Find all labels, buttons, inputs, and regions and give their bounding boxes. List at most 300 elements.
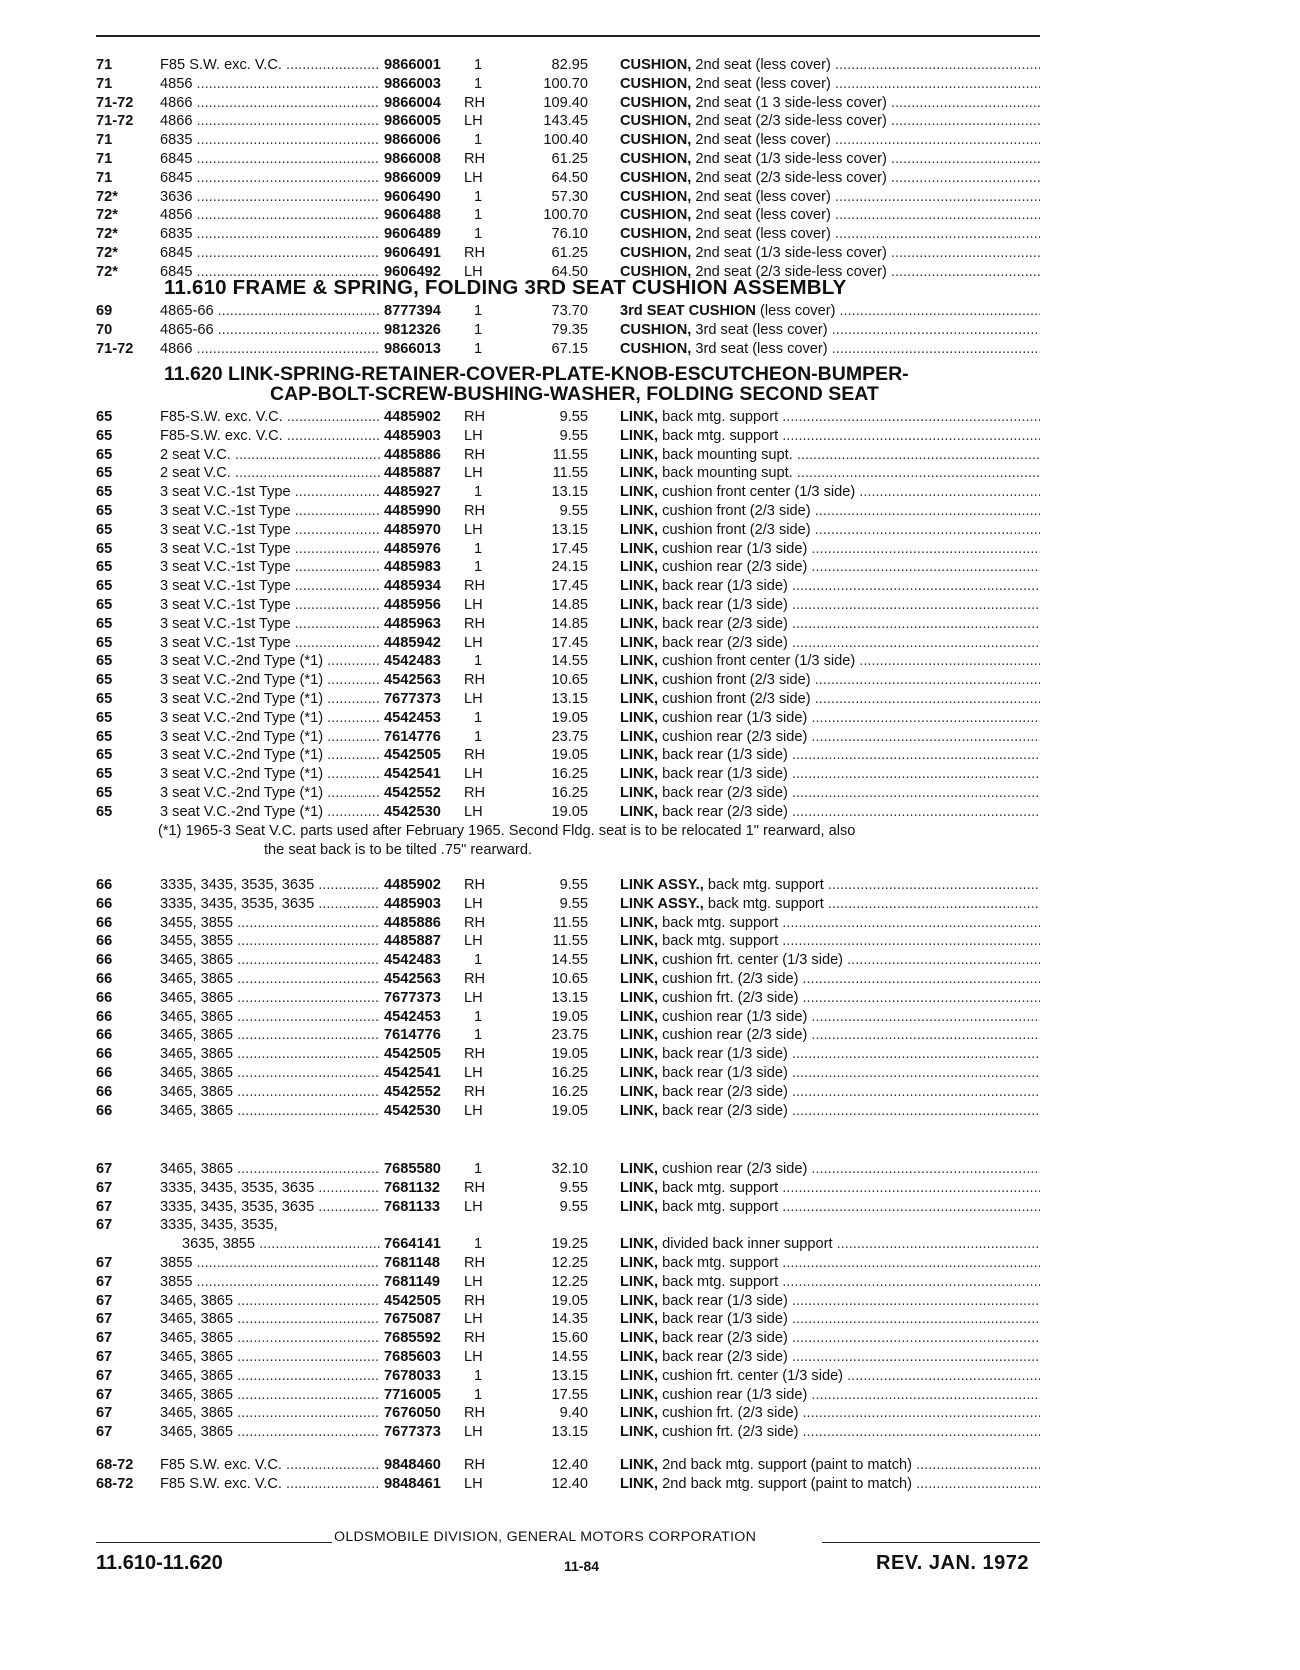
part-number-cell: 9866004 (384, 94, 441, 111)
description-cell (620, 577, 1040, 596)
heading-11-620-line2: CAP-BOLT-SCREW-BUSHING-WASHER, FOLDING SECOND SEAT (270, 383, 879, 405)
part-row (96, 94, 1056, 113)
part-number-cell: 7681149 (384, 1273, 441, 1290)
description-cell (620, 876, 1040, 895)
description-text: cushion rear (1/3 side) (658, 709, 808, 726)
description-cell (620, 340, 1040, 359)
model-cell: 4856 ..... (160, 206, 380, 225)
description-cell (620, 188, 1040, 207)
description-text: cushion front (2/3 side) (658, 502, 811, 519)
part-row (96, 321, 1056, 340)
part-row (96, 408, 1056, 427)
description-head: LINK, (620, 596, 659, 613)
part-row (96, 483, 1056, 502)
part-number-cell: 9866013 (384, 340, 441, 357)
year-cell: 67 (96, 1405, 113, 1422)
part-number-cell: 9866001 (384, 57, 441, 73)
part-number-cell: 4485983 (384, 559, 441, 576)
model-cell-line1: 3335, 3435, 3535, (160, 1217, 278, 1234)
description-head: LINK, (620, 1046, 659, 1063)
model-cell: 3 seat V.C.-2nd Type (*1) ..... (160, 728, 380, 747)
year-cell: 67 (96, 1386, 113, 1403)
description-text: back rear (2/3 side) (658, 615, 788, 632)
description-head: LINK, (620, 484, 659, 501)
part-row (96, 56, 1056, 75)
quantity-cell: LH (464, 1198, 483, 1215)
year-cell: 65 (96, 409, 113, 425)
quantity-cell: RH (464, 446, 486, 463)
year-cell: 66 (96, 933, 113, 950)
year-cell: 72* (96, 207, 118, 224)
year-cell: 67 (96, 1254, 113, 1271)
part-row (96, 112, 1056, 131)
quantity-cell: RH (464, 578, 486, 595)
description-text: back rear (2/3 side) (658, 803, 788, 820)
description-head: CUSHION, (620, 188, 692, 205)
quantity-cell: LH (464, 263, 483, 280)
description-head: LINK ASSY., (620, 877, 704, 893)
part-row (96, 895, 1056, 914)
model-cell: F85 S.W. exc. V.C. ..... (160, 1456, 380, 1475)
part-row (96, 577, 1056, 596)
part-row (96, 244, 1056, 263)
part-row (96, 1423, 1056, 1442)
part-row (96, 1273, 1056, 1292)
price-cell: 16.25 (551, 1083, 588, 1100)
description-cell (620, 1292, 1040, 1311)
model-cell: 3465, 3865 ..... (160, 989, 380, 1008)
quantity-cell: 1 (474, 57, 483, 73)
price-cell: 14.55 (551, 1348, 588, 1365)
year-cell: 66 (96, 952, 113, 969)
section-1966-links (96, 876, 1056, 1120)
part-row (96, 427, 1056, 446)
quantity-cell: 1 (474, 1236, 483, 1253)
model-cell: 3 seat V.C.-2nd Type (*1) ..... (160, 709, 380, 728)
section-1968-72-links (96, 1456, 1056, 1494)
model-cell: 6845 ..... (160, 169, 380, 188)
part-number-cell: 4542563 (384, 672, 441, 689)
part-number-cell: 4542505 (384, 1046, 441, 1063)
model-cell: 3 seat V.C.-2nd Type (*1) ..... (160, 690, 380, 709)
part-number-cell: 7614776 (384, 728, 441, 745)
part-number-cell: 7675087 (384, 1311, 441, 1328)
part-row (96, 1367, 1056, 1386)
quantity-cell: LH (464, 1064, 483, 1081)
model-cell: 6835 ..... (160, 225, 380, 244)
description-head: CUSHION, (620, 226, 692, 243)
description-text: back rear (1/3 side) (658, 578, 788, 595)
description-head: LINK, (620, 540, 659, 557)
model-cell: 3465, 3865 ..... (160, 1367, 380, 1386)
price-cell: 14.85 (551, 615, 588, 632)
part-row (96, 690, 1056, 709)
quantity-cell: RH (464, 672, 486, 689)
quantity-cell: LH (464, 895, 483, 912)
model-cell: 4865-66 ..... (160, 302, 380, 321)
model-cell: 4865-66 ..... (160, 321, 380, 340)
description-head: LINK, (620, 1198, 659, 1215)
year-cell: 65 (96, 766, 113, 783)
price-cell: 9.55 (559, 1179, 588, 1196)
description-head: LINK, (620, 914, 659, 931)
part-row (96, 1386, 1056, 1405)
description-head: LINK ASSY., (620, 895, 704, 912)
description-cell (620, 1235, 1040, 1254)
part-number-cell: 4485903 (384, 895, 441, 912)
quantity-cell: LH (464, 634, 483, 651)
quantity-cell: LH (464, 427, 483, 444)
year-cell: 66 (96, 1008, 113, 1025)
price-cell: 15.60 (551, 1330, 588, 1347)
description-text: back mtg. support (658, 1198, 779, 1215)
description-head: LINK, (620, 1254, 659, 1271)
year-cell: 67 (96, 1311, 113, 1328)
quantity-cell: LH (464, 1348, 483, 1365)
part-row (96, 671, 1056, 690)
part-row (96, 932, 1056, 951)
model-cell: 3 seat V.C.-2nd Type (*1) ..... (160, 746, 380, 765)
model-cell: 3855 ..... (160, 1254, 380, 1273)
part-number-cell: 9606490 (384, 188, 441, 205)
price-cell: 11.55 (552, 933, 588, 950)
model-cell: 3 seat V.C.-1st Type ..... (160, 502, 380, 521)
year-cell: 65 (96, 803, 113, 820)
part-row (96, 1026, 1056, 1045)
description-text: back mtg. support (658, 427, 779, 444)
price-cell: 16.25 (551, 766, 588, 783)
description-head: CUSHION, (620, 94, 692, 111)
quantity-cell: RH (464, 244, 486, 261)
price-cell: 11.55 (552, 465, 588, 482)
description-head: CUSHION, (620, 113, 692, 130)
quantity-cell: RH (464, 747, 486, 764)
part-row (96, 1235, 1056, 1254)
description-text: back mtg. support (658, 1254, 779, 1271)
part-number-cell: 4485886 (384, 914, 441, 931)
quantity-cell: LH (464, 1273, 483, 1290)
quantity-cell: RH (464, 1179, 486, 1196)
description-head: LINK, (620, 803, 659, 820)
description-cell (620, 1064, 1040, 1083)
model-cell: 3 seat V.C.-1st Type ..... (160, 558, 380, 577)
quantity-cell: 1 (474, 1161, 483, 1177)
model-cell: 3455, 3855 ..... (160, 932, 380, 951)
description-text: cushion rear (2/3 side) (658, 1161, 808, 1177)
year-cell: 67 (96, 1348, 113, 1365)
description-head: LINK, (620, 1424, 659, 1441)
description-head: LINK, (620, 1027, 659, 1044)
year-cell: 71 (96, 132, 113, 149)
price-cell: 64.50 (551, 169, 588, 186)
section-1965-links (96, 408, 1056, 822)
part-row-wrap-line1 (96, 1216, 1056, 1235)
description-cell (620, 1273, 1040, 1292)
description-text: back rear (1/3 side) (658, 1046, 788, 1063)
part-row (96, 1456, 1056, 1475)
price-cell: 19.05 (551, 709, 588, 726)
model-cell: 3 seat V.C.-1st Type ..... (160, 483, 380, 502)
description-text: 2nd back mtg. support (paint to match) (658, 1457, 913, 1473)
description-text: divided back inner support (658, 1236, 833, 1253)
model-cell: 3465, 3865 ..... (160, 1292, 380, 1311)
description-text: back mtg. support (658, 933, 779, 950)
description-cell (620, 56, 1040, 75)
part-number-cell: 4485887 (384, 465, 441, 482)
description-cell (620, 690, 1040, 709)
part-row (96, 206, 1056, 225)
year-cell: 66 (96, 1027, 113, 1044)
part-row (96, 540, 1056, 559)
description-cell (620, 1102, 1040, 1121)
model-cell: 3455, 3855 ..... (160, 914, 380, 933)
quantity-cell: 1 (474, 303, 483, 319)
description-text: back rear (2/3 side) (658, 1330, 788, 1347)
quantity-cell: RH (464, 914, 486, 931)
description-cell (620, 502, 1040, 521)
description-text: cushion front (2/3 side) (658, 672, 811, 689)
model-cell: 6845 ..... (160, 244, 380, 263)
quantity-cell: RH (464, 1330, 486, 1347)
description-head: LINK, (620, 1179, 659, 1196)
year-cell: 66 (96, 970, 113, 987)
description-cell (620, 558, 1040, 577)
model-cell: 3335, 3435, 3535, 3635 ..... (160, 1179, 380, 1198)
model-cell: 3335, 3435, 3535, 3635 ..... (160, 1198, 380, 1217)
part-row (96, 652, 1056, 671)
description-cell (620, 1475, 1040, 1494)
year-cell: 65 (96, 521, 113, 538)
description-text: cushion frt. (2/3 side) (658, 989, 799, 1006)
model-cell: 6845 ..... (160, 150, 380, 169)
price-cell: 12.25 (551, 1254, 588, 1271)
part-row (96, 150, 1056, 169)
description-cell (620, 615, 1040, 634)
quantity-cell: LH (464, 1311, 483, 1328)
description-head: LINK, (620, 615, 659, 632)
quantity-cell: RH (464, 1292, 486, 1309)
part-number-cell: 9812326 (384, 321, 441, 338)
description-text: cushion frt. (2/3 side) (658, 970, 799, 987)
model-cell-line2: 3635, 3855 ..... (182, 1235, 380, 1254)
description-cell (620, 321, 1040, 340)
description-cell (620, 728, 1040, 747)
description-head: CUSHION, (620, 57, 692, 73)
part-number-cell: 7677373 (384, 690, 441, 707)
description-cell (620, 709, 1040, 728)
description-cell (620, 483, 1040, 502)
price-cell: 100.40 (543, 132, 588, 149)
description-text: cushion frt. (2/3 side) (658, 1424, 799, 1441)
part-row (96, 765, 1056, 784)
part-number-cell: 4542483 (384, 952, 441, 969)
description-head: LINK, (620, 1311, 659, 1328)
description-cell (620, 206, 1040, 225)
part-row (96, 596, 1056, 615)
part-row (96, 1064, 1056, 1083)
description-head: CUSHION, (620, 207, 692, 224)
model-cell: 3 seat V.C.-1st Type ..... (160, 596, 380, 615)
model-cell: 3465, 3865 ..... (160, 951, 380, 970)
price-cell: 14.55 (551, 653, 588, 670)
year-cell: 72* (96, 263, 118, 280)
description-text: 2nd seat (2/3 side-less cover) (691, 113, 887, 130)
description-head: LINK, (620, 1161, 659, 1177)
description-text: back rear (2/3 side) (658, 1083, 788, 1100)
description-cell (620, 1329, 1040, 1348)
description-head: LINK, (620, 1083, 659, 1100)
part-number-cell: 7685580 (384, 1161, 441, 1177)
description-head: LINK, (620, 409, 659, 425)
heading-11-610: 11.610 FRAME & SPRING, FOLDING 3RD SEAT CUSHION ASSEMBLY (164, 276, 847, 299)
model-cell: 3465, 3865 ..... (160, 1102, 380, 1121)
price-cell: 19.25 (551, 1236, 588, 1253)
section-1967-links (96, 1160, 1056, 1442)
part-row (96, 131, 1056, 150)
description-cell (620, 1198, 1040, 1217)
part-number-cell: 4485903 (384, 427, 441, 444)
description-text: cushion front (2/3 side) (658, 690, 811, 707)
description-cell (620, 1386, 1040, 1405)
quantity-cell: RH (464, 94, 486, 111)
description-head: LINK, (620, 747, 659, 764)
description-text: back rear (2/3 side) (658, 634, 788, 651)
year-cell: 66 (96, 914, 113, 931)
part-row (96, 746, 1056, 765)
year-cell: 68-72 (96, 1457, 134, 1473)
part-row (96, 728, 1056, 747)
quantity-cell: LH (464, 690, 483, 707)
quantity-cell: LH (464, 1475, 483, 1492)
price-cell: 76.10 (551, 226, 588, 243)
year-cell: 65 (96, 709, 113, 726)
description-cell (620, 94, 1040, 113)
year-cell: 71-72 (96, 113, 134, 130)
price-cell: 9.55 (559, 895, 588, 912)
quantity-cell: RH (464, 784, 486, 801)
model-cell: 3 seat V.C.-1st Type ..... (160, 521, 380, 540)
description-head: LINK, (620, 634, 659, 651)
year-cell: 65 (96, 427, 113, 444)
model-cell: 3 seat V.C.-1st Type ..... (160, 615, 380, 634)
price-cell: 19.05 (551, 803, 588, 820)
model-cell: 3465, 3865 ..... (160, 1045, 380, 1064)
description-text: 2nd seat (2/3 side-less cover) (691, 263, 887, 280)
part-row (96, 876, 1056, 895)
part-number-cell: 4485934 (384, 578, 441, 595)
price-cell: 73.70 (551, 303, 588, 319)
description-text: 3rd seat (less cover) (691, 321, 828, 338)
part-row (96, 340, 1056, 359)
description-cell (620, 1423, 1040, 1442)
part-number-cell: 9848460 (384, 1457, 441, 1473)
description-head: LINK, (620, 952, 659, 969)
price-cell: 17.45 (551, 634, 588, 651)
description-text: 2nd seat (less cover) (691, 57, 831, 73)
quantity-cell: RH (464, 409, 486, 425)
model-cell: 3465, 3865 ..... (160, 1008, 380, 1027)
part-number-cell: 4542552 (384, 1083, 441, 1100)
description-cell (620, 408, 1040, 427)
quantity-cell: 1 (474, 1027, 483, 1044)
footer-rule-left (96, 1542, 332, 1543)
model-cell: 3465, 3865 ..... (160, 1026, 380, 1045)
description-cell (620, 1348, 1040, 1367)
year-cell: 65 (96, 690, 113, 707)
description-cell (620, 112, 1040, 131)
top-rule (96, 35, 1040, 37)
quantity-cell: 1 (474, 559, 483, 576)
description-cell (620, 634, 1040, 653)
description-cell (620, 1160, 1040, 1179)
price-cell: 14.85 (551, 596, 588, 613)
price-cell: 12.25 (551, 1273, 588, 1290)
description-text: cushion front center (1/3 side) (658, 653, 856, 670)
part-number-cell: 7676050 (384, 1405, 441, 1422)
quantity-cell: 1 (474, 1008, 483, 1025)
price-cell: 14.35 (551, 1311, 588, 1328)
part-row (96, 914, 1056, 933)
description-head: LINK, (620, 427, 659, 444)
part-number-cell: 4485902 (384, 877, 441, 893)
model-cell: F85-S.W. exc. V.C. ..... (160, 427, 380, 446)
description-cell (620, 1254, 1040, 1273)
model-cell: 3465, 3865 ..... (160, 1160, 380, 1179)
price-cell: 109.40 (543, 94, 588, 111)
description-text: back mtg. support (703, 895, 824, 912)
description-cell (620, 596, 1040, 615)
description-head: LINK, (620, 559, 659, 576)
description-head: LINK, (620, 446, 659, 463)
description-head: LINK, (620, 1348, 659, 1365)
description-head: LINK, (620, 1236, 659, 1253)
part-row (96, 951, 1056, 970)
model-cell: 3465, 3865 ..... (160, 970, 380, 989)
model-cell: 3465, 3865 ..... (160, 1083, 380, 1102)
description-cell (620, 1367, 1040, 1386)
price-cell: 82.95 (551, 57, 588, 73)
year-cell: 65 (96, 728, 113, 745)
part-number-cell: 7677373 (384, 989, 441, 1006)
year-cell: 71-72 (96, 94, 134, 111)
model-cell: 4866 ..... (160, 340, 380, 359)
description-cell (620, 521, 1040, 540)
description-cell (620, 75, 1040, 94)
quantity-cell: RH (464, 1254, 486, 1271)
description-head: LINK, (620, 1292, 659, 1309)
year-cell: 71 (96, 75, 113, 92)
model-cell: 3 seat V.C.-2nd Type (*1) ..... (160, 765, 380, 784)
price-cell: 13.15 (551, 521, 588, 538)
price-cell: 10.65 (551, 672, 588, 689)
description-text: cushion front (2/3 side) (658, 521, 811, 538)
part-number-cell: 4485902 (384, 409, 441, 425)
part-number-cell: 9866003 (384, 75, 441, 92)
model-cell: 2 seat V.C. ..... (160, 464, 380, 483)
footer-section-range: 11.610-11.620 (96, 1552, 223, 1574)
part-row (96, 1404, 1056, 1423)
description-head: LINK, (620, 521, 659, 538)
model-cell: 6845 ..... (160, 263, 380, 282)
description-text: cushion frt. center (1/3 side) (658, 1367, 844, 1384)
description-head: LINK, (620, 933, 659, 950)
price-cell: 143.45 (543, 113, 588, 130)
price-cell: 16.25 (551, 1064, 588, 1081)
model-cell: 3 seat V.C.-2nd Type (*1) ..... (160, 671, 380, 690)
description-text: back rear (1/3 side) (658, 1064, 788, 1081)
description-text: back mtg. support (658, 1179, 779, 1196)
part-row (96, 970, 1056, 989)
